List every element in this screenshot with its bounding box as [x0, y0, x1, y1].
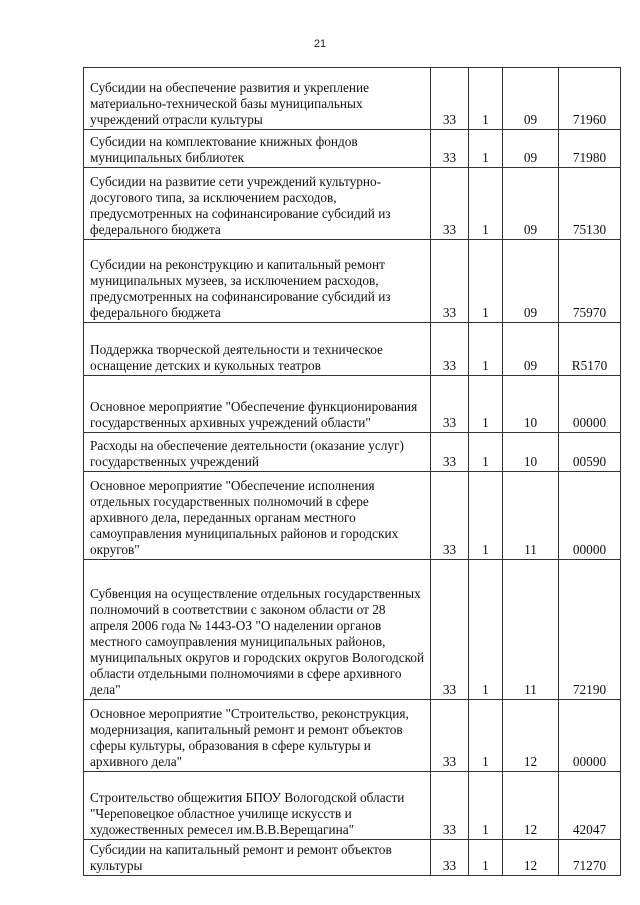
program-code: 33	[431, 772, 469, 840]
activity-code: 09	[503, 130, 559, 168]
program-code: 33	[431, 376, 469, 433]
activity-code: 12	[503, 700, 559, 772]
table-row	[84, 168, 621, 240]
subprogram-code: 1	[469, 323, 503, 376]
program-code: 33	[431, 168, 469, 240]
row-description: Основное мероприятие "Обеспечение исполнения отдельных государственных полномочий в сфере архивного дела, переданных органам местного самоуправления муниципальных районов и городских округов"	[84, 472, 431, 560]
program-code: 33	[431, 700, 469, 772]
activity-code: 09	[503, 68, 559, 130]
subprogram-code: 1	[469, 772, 503, 840]
subprogram-code: 1	[469, 433, 503, 472]
expense-code: 71270	[559, 840, 621, 876]
subprogram-code: 1	[469, 560, 503, 700]
subprogram-code: 1	[469, 130, 503, 168]
expense-code: 00590	[559, 433, 621, 472]
expense-code: 00000	[559, 700, 621, 772]
expense-code: 71960	[559, 68, 621, 130]
activity-code: 12	[503, 772, 559, 840]
activity-code: 12	[503, 840, 559, 876]
program-code: 33	[431, 68, 469, 130]
row-description: Поддержка творческой деятельности и техническое оснащение детских и кукольных театров	[84, 323, 431, 376]
program-code: 33	[431, 472, 469, 560]
activity-code: 10	[503, 433, 559, 472]
page-number: 21	[313, 38, 327, 50]
row-description: Основное мероприятие "Обеспечение функционирования государственных архивных учреждений области"	[84, 376, 431, 433]
program-code: 33	[431, 240, 469, 323]
subprogram-code: 1	[469, 700, 503, 772]
expense-code: 00000	[559, 472, 621, 560]
table-row	[84, 323, 621, 376]
expense-code: 75130	[559, 168, 621, 240]
expense-code: 42047	[559, 772, 621, 840]
table-row	[84, 433, 621, 472]
activity-code: 11	[503, 560, 559, 700]
row-description: Субвенция на осуществление отдельных государственных полномочий в соответствии с законом области от 28 апреля 2006 года № 1443-ОЗ "О наделении органов местного самоуправления муниципальных районов, муниципальных округов и городских округов Вологодской области отдельными полномочиями в сфере архивного дела"	[84, 560, 431, 700]
expense-code: 00000	[559, 376, 621, 433]
row-description: Расходы на обеспечение деятельности (оказание услуг) государственных учреждений	[84, 433, 431, 472]
program-code: 33	[431, 840, 469, 876]
table-row	[84, 130, 621, 168]
budget-classification-table	[83, 67, 621, 876]
activity-code: 09	[503, 323, 559, 376]
table-row	[84, 840, 621, 876]
expense-code: 72190	[559, 560, 621, 700]
row-description: Субсидии на развитие сети учреждений культурно-досугового типа, за исключением расходов, предусмотренных на софинансирование субсидий из федерального бюджета	[84, 168, 431, 240]
row-description: Субсидии на реконструкцию и капитальный ремонт муниципальных музеев, за исключением расходов, предусмотренных на софинансирование субсидий из федерального бюджета	[84, 240, 431, 323]
table-row	[84, 240, 621, 323]
program-code: 33	[431, 433, 469, 472]
row-description: Субсидии на обеспечение развития и укрепление материально-технической базы муниципальных учреждений отрасли культуры	[84, 68, 431, 130]
activity-code: 11	[503, 472, 559, 560]
program-code: 33	[431, 130, 469, 168]
subprogram-code: 1	[469, 472, 503, 560]
table-row	[84, 772, 621, 840]
activity-code: 09	[503, 168, 559, 240]
activity-code: 10	[503, 376, 559, 433]
program-code: 33	[431, 560, 469, 700]
table-row	[84, 700, 621, 772]
table-row	[84, 560, 621, 700]
subprogram-code: 1	[469, 240, 503, 323]
expense-code: 75970	[559, 240, 621, 323]
row-description: Субсидии на комплектование книжных фондов муниципальных библиотек	[84, 130, 431, 168]
program-code: 33	[431, 323, 469, 376]
row-description: Строительство общежития БПОУ Вологодской области "Череповецкое областное училище искусств и художественных ремесел им.В.В.Верещагина"	[84, 772, 431, 840]
table-row	[84, 376, 621, 433]
subprogram-code: 1	[469, 168, 503, 240]
subprogram-code: 1	[469, 840, 503, 876]
subprogram-code: 1	[469, 376, 503, 433]
expense-code: R5170	[559, 323, 621, 376]
expense-code: 71980	[559, 130, 621, 168]
row-description: Основное мероприятие "Строительство, реконструкция, модернизация, капитальный ремонт и ремонт объектов сферы культуры, образования в сфере культуры и архивного дела"	[84, 700, 431, 772]
table-row	[84, 472, 621, 560]
row-description: Субсидии на капитальный ремонт и ремонт объектов культуры	[84, 840, 431, 876]
subprogram-code: 1	[469, 68, 503, 130]
activity-code: 09	[503, 240, 559, 323]
table-row	[84, 68, 621, 130]
